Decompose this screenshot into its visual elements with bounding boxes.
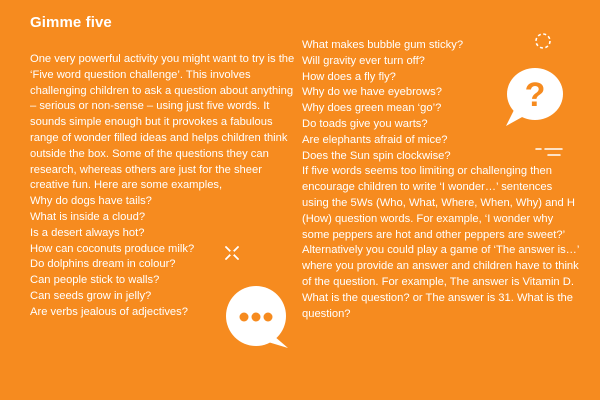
question-item: Are elephants afraid of mice?	[302, 133, 448, 146]
question-item: How does a fly fly?	[302, 70, 396, 83]
question-item: Will gravity ever turn off?	[302, 54, 425, 67]
i-wonder-paragraph: If five words seems too limiting or challenging then encourage children to write ‘I wonder…’ sentences using the 5Ws (Who, What, Where, When, Why) and H (How) question words. For example, ‘I wonder why some peppers are hot and other peppers are sweet?’	[302, 165, 575, 241]
question-item: Do toads give you warts?	[302, 117, 428, 130]
question-item: Why do we have eyebrows?	[302, 86, 442, 99]
speech-bubble-dots-icon	[220, 280, 290, 350]
question-item: Can seeds grow in jelly?	[30, 289, 152, 302]
question-item: Is a desert always hot?	[30, 226, 145, 239]
question-item: Can people stick to walls?	[30, 274, 160, 287]
dash-lines-icon	[534, 146, 564, 158]
dashed-circle-icon	[534, 32, 552, 50]
question-item: Why do dogs have tails?	[30, 195, 152, 208]
question-glyph: ?	[524, 76, 546, 114]
sparkle-cross-icon	[222, 243, 242, 263]
question-item: What makes bubble gum sticky?	[302, 39, 464, 51]
question-item: Does the Sun spin clockwise?	[302, 149, 451, 162]
card-title: Gimme five	[30, 14, 112, 31]
question-item: Why does green mean ‘go’?	[302, 102, 442, 115]
answer-is-paragraph: Alternatively you could play a game of ‘The answer is…’ where you provide an answer and children have to think of the question. For example, The answer is Vitamin D. What is the question? or The answer is 31. What is the question?	[302, 244, 579, 320]
question-item: What is inside a cloud?	[30, 210, 146, 223]
question-item: How can coconuts produce milk?	[30, 242, 195, 255]
question-item: Do dolphins dream in colour?	[30, 258, 176, 271]
speech-bubble-question-icon	[502, 66, 566, 128]
question-item: Are verbs jealous of adjectives?	[30, 305, 188, 318]
intro-paragraph: One very powerful activity you might want to try is the ‘Five word question challenge’. This involves challenging children to ask a question about anything – serious or non-sense – using just five words. It sounds simple enough but it provokes a fabulous range of wonder filled ideas and helps children think outside the box. Some of the questions they can research, whereas others are just for the sheer creative fun. Here are some examples,	[30, 53, 295, 192]
